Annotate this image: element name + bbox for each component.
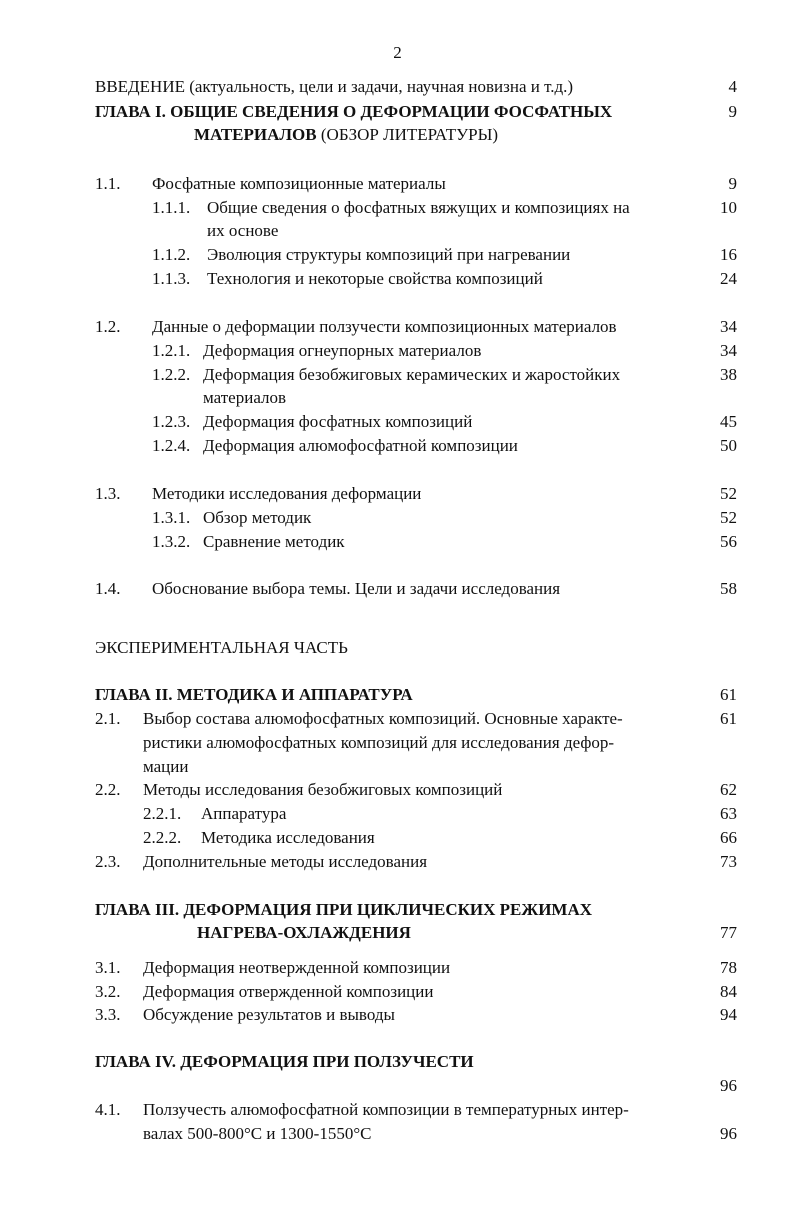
- toc-s22-page: 62: [720, 780, 737, 799]
- toc-s112-title: Эволюция структуры композиций при нагревании: [207, 245, 571, 264]
- toc-s132-num: 1.3.2.: [152, 532, 191, 551]
- toc-s13-title: Методики исследования деформации: [152, 484, 422, 503]
- toc-s11-num: 1.1.: [95, 174, 121, 193]
- toc-s221-num: 2.2.1.: [143, 804, 182, 823]
- toc-s222-num: 2.2.2.: [143, 828, 182, 847]
- toc-s11-title: Фосфатные композиционные материалы: [152, 174, 446, 193]
- toc-intro-title: ВВЕДЕНИЕ (актуальность, цели и задачи, научная новизна и т.д.): [95, 77, 574, 96]
- toc-s13-page: 52: [720, 484, 737, 503]
- toc-s33-num: 3.3.: [95, 1005, 121, 1024]
- toc-s23-title: Дополнительные методы исследования: [143, 852, 428, 871]
- toc-ch1-title-line2: [194, 124, 498, 146]
- toc-s31-num: 3.1.: [95, 958, 121, 977]
- toc-ch1-title-line2-bold: МАТЕРИАЛОВ: [194, 125, 317, 144]
- toc-s131-num: 1.3.1.: [152, 508, 191, 527]
- toc-s131-page: 52: [720, 508, 737, 527]
- toc-s124-page: 50: [720, 436, 737, 455]
- toc-s33-page: 94: [720, 1005, 737, 1024]
- toc-s123-num: 1.2.3.: [152, 412, 191, 431]
- toc-s41-line2: валах 500-800°С и 1300-1550°С: [143, 1124, 372, 1143]
- page-number: 2: [393, 43, 402, 62]
- toc-s31-page: 78: [720, 958, 737, 977]
- toc-s13-num: 1.3.: [95, 484, 121, 503]
- toc-s122-page: 38: [720, 365, 737, 384]
- toc-ch2-title: ГЛАВА II. МЕТОДИКА И АППАРАТУРА: [95, 685, 413, 704]
- toc-s21-num: 2.1.: [95, 709, 121, 728]
- toc-s124-num: 1.2.4.: [152, 436, 191, 455]
- toc-ch1-page: 9: [728, 102, 737, 121]
- toc-s23-num: 2.3.: [95, 852, 121, 871]
- toc-s32-num: 3.2.: [95, 982, 121, 1001]
- toc-experimental-title: ЭКСПЕРИМЕНТАЛЬНАЯ ЧАСТЬ: [95, 638, 348, 657]
- toc-ch4-title: ГЛАВА IV. ДЕФОРМАЦИЯ ПРИ ПОЛЗУЧЕСТИ: [95, 1052, 474, 1071]
- toc-s112-page: 16: [720, 245, 737, 264]
- toc-s132-page: 56: [720, 532, 737, 551]
- toc-s111-page: 10: [720, 198, 737, 217]
- toc-s14-num: 1.4.: [95, 579, 121, 598]
- toc-s21-page: 61: [720, 709, 737, 728]
- toc-s32-title: Деформация отвержденной композиции: [143, 982, 434, 1001]
- toc-s12-title: Данные о деформации ползучести композиционных материалов: [152, 317, 617, 336]
- toc-s113-page: 24: [720, 269, 737, 288]
- toc-s32-page: 84: [720, 982, 737, 1001]
- toc-s41-num: 4.1.: [95, 1100, 121, 1119]
- toc-s121-title: Деформация огнеупорных материалов: [203, 341, 482, 360]
- toc-s111-num: 1.1.1.: [152, 198, 191, 217]
- toc-ch3-title-line1: ГЛАВА III. ДЕФОРМАЦИЯ ПРИ ЦИКЛИЧЕСКИХ РЕЖИМАХ: [95, 900, 593, 919]
- toc-ch4-page: 96: [720, 1076, 737, 1095]
- toc-s122-title-line2: материалов: [203, 388, 287, 407]
- toc-s21-line3: мации: [143, 757, 189, 776]
- toc-s41-page: 96: [720, 1124, 737, 1143]
- toc-s122-num: 1.2.2.: [152, 365, 191, 384]
- toc-s121-page: 34: [720, 341, 737, 360]
- toc-s221-title: Аппаратура: [201, 804, 287, 823]
- toc-s123-page: 45: [720, 412, 737, 431]
- toc-ch3-page: 77: [720, 923, 737, 942]
- toc-ch2-page: 61: [720, 685, 737, 704]
- toc-s22-title: Методы исследования безобжиговых композиций: [143, 780, 503, 799]
- toc-s112-num: 1.1.2.: [152, 245, 191, 264]
- toc-s21-line2: ристики алюмофосфатных композиций для исследования дефор-: [143, 733, 615, 752]
- toc-s123-title: Деформация фосфатных композиций: [203, 412, 473, 431]
- toc-s12-num: 1.2.: [95, 317, 121, 336]
- toc-s11-page: 9: [728, 174, 737, 193]
- toc-s124-title: Деформация алюмофосфатной композиции: [203, 436, 518, 455]
- toc-s122-title-line1: Деформация безобжиговых керамических и жаростойких: [203, 365, 621, 384]
- toc-s111-title-line1: Общие сведения о фосфатных вяжущих и композициях на: [207, 198, 630, 217]
- toc-ch1-title-line1: ГЛАВА I. ОБЩИЕ СВЕДЕНИЯ О ДЕФОРМАЦИИ ФОСФАТНЫХ: [95, 102, 613, 121]
- toc-s111-title-line2: их основе: [207, 221, 279, 240]
- toc-ch3-title-line2: НАГРЕВА-ОХЛАЖДЕНИЯ: [197, 923, 411, 942]
- toc-s132-title: Сравнение методик: [203, 532, 345, 551]
- toc-ch1-title-line2-rest: (ОБЗОР ЛИТЕРАТУРЫ): [316, 125, 499, 144]
- toc-s131-title: Обзор методик: [203, 508, 312, 527]
- toc-s41-line1: Ползучесть алюмофосфатной композиции в температурных интер-: [143, 1100, 629, 1119]
- toc-s14-title: Обоснование выбора темы. Цели и задачи исследования: [152, 579, 561, 598]
- toc-s121-num: 1.2.1.: [152, 341, 191, 360]
- toc-s23-page: 73: [720, 852, 737, 871]
- toc-s113-num: 1.1.3.: [152, 269, 191, 288]
- toc-s33-title: Обсуждение результатов и выводы: [143, 1005, 395, 1024]
- toc-s221-page: 63: [720, 804, 737, 823]
- toc-s14-page: 58: [720, 579, 737, 598]
- toc-s222-page: 66: [720, 828, 737, 847]
- toc-s22-num: 2.2.: [95, 780, 121, 799]
- toc-s113-title: Технология и некоторые свойства композиций: [207, 269, 543, 288]
- toc-s31-title: Деформация неотвержденной композиции: [143, 958, 451, 977]
- toc-s12-page: 34: [720, 317, 737, 336]
- toc-s21-line1: Выбор состава алюмофосфатных композиций. Основные характе-: [143, 709, 623, 728]
- toc-intro-page: 4: [728, 77, 737, 96]
- toc-s222-title: Методика исследования: [201, 828, 375, 847]
